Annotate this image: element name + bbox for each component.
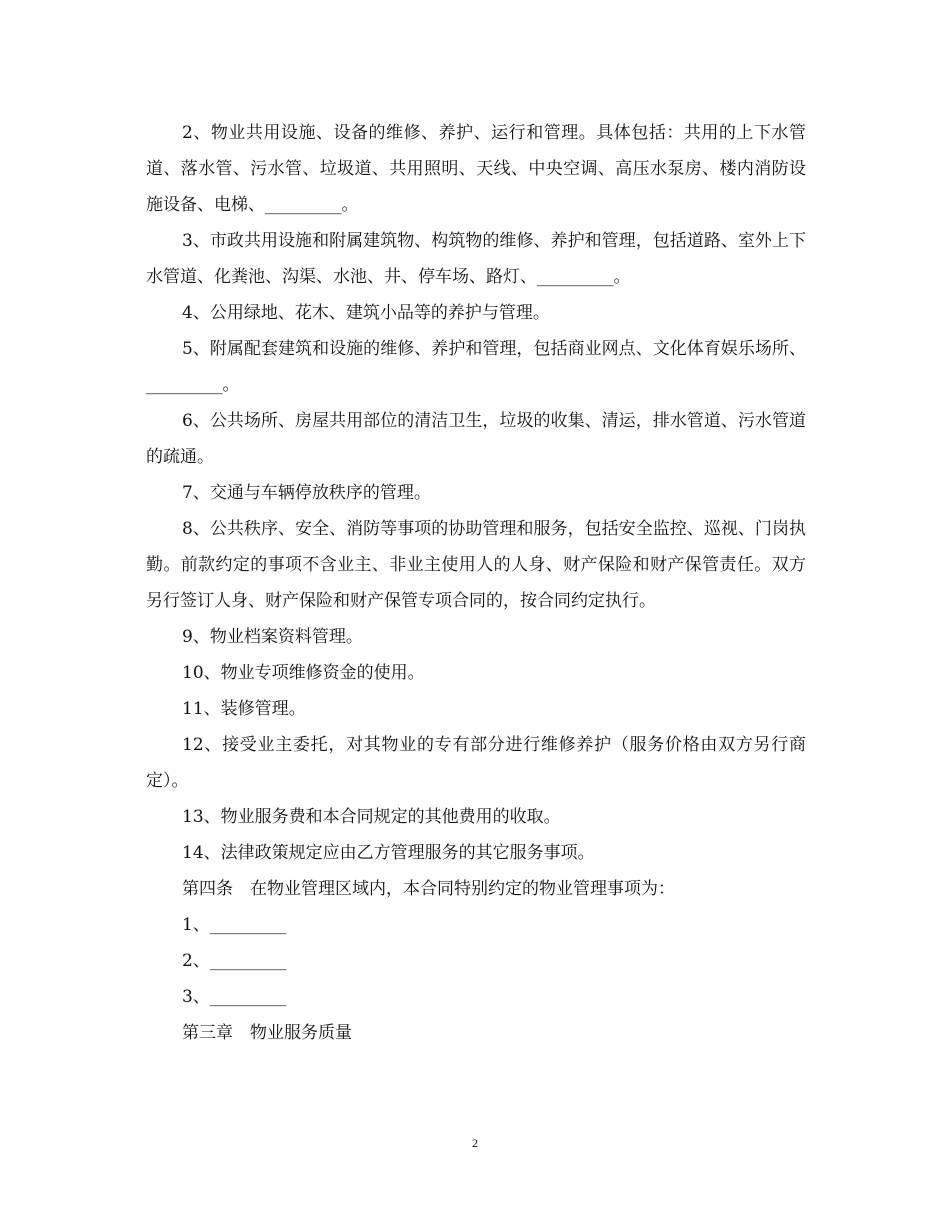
clause-item-14: 14、法律政策规定应由乙方管理服务的其它服务事项。	[182, 843, 595, 863]
clause-item-12: 12、接受业主委托，对其物业的专有部分进行维修养护（服务价格由双方另行商定）。	[146, 735, 806, 791]
clause-item-6: 6、公共场所、房屋共用部位的清洁卫生，垃圾的收集、清运，排水管道、污水管道的疏通。	[146, 411, 806, 467]
chapter-three-heading: 第三章 物业服务质量	[182, 1023, 352, 1043]
clause-item-10: 10、物业专项维修资金的使用。	[182, 663, 425, 683]
clause-item-4: 4、公用绿地、花木、建筑小品等的养护与管理。	[182, 303, 550, 323]
page-number: 2	[472, 1136, 478, 1150]
clause-item-7: 7、交通与车辆停放秩序的管理。	[182, 483, 431, 503]
clause-item-2: 2、物业共用设施、设备的维修、养护、运行和管理。具体包括：共用的上下水管道、落水管、污水管、垃圾道、共用照明、天线、中央空调、高压水泵房、楼内消防设施设备、电梯、_________。	[146, 123, 806, 215]
clause-item-11: 11、装修管理。	[182, 699, 306, 719]
article-four-heading: 第四条 在物业管理区域内，本合同特别约定的物业管理事项为：	[182, 879, 675, 899]
article-four-item-2: 2、_________	[182, 951, 287, 971]
clause-item-8: 8、公共秩序、安全、消防等事项的协助管理和服务，包括安全监控、巡视、门岗执勤。前款约定的事项不含业主、非业主使用人的人身、财产保险和财产保管责任。双方另行签订人身、财产保险和财产保管专项合同的，按合同约定执行。	[146, 519, 806, 611]
document-body	[146, 115, 806, 1051]
clause-item-13: 13、物业服务费和本合同规定的其他费用的收取。	[182, 807, 561, 827]
article-four-item-1: 1、_________	[182, 915, 287, 935]
clause-item-3: 3、市政共用设施和附属建筑物、构筑物的维修、养护和管理，包括道路、室外上下水管道、化粪池、沟渠、水池、井、停车场、路灯、_________。	[146, 231, 806, 287]
article-four-item-3: 3、_________	[182, 987, 287, 1007]
clause-item-9: 9、物业档案资料管理。	[182, 627, 363, 647]
clause-item-5: 5、附属配套建筑和设施的维修、养护和管理，包括商业网点、文化体育娱乐场所、_________。	[146, 339, 806, 395]
